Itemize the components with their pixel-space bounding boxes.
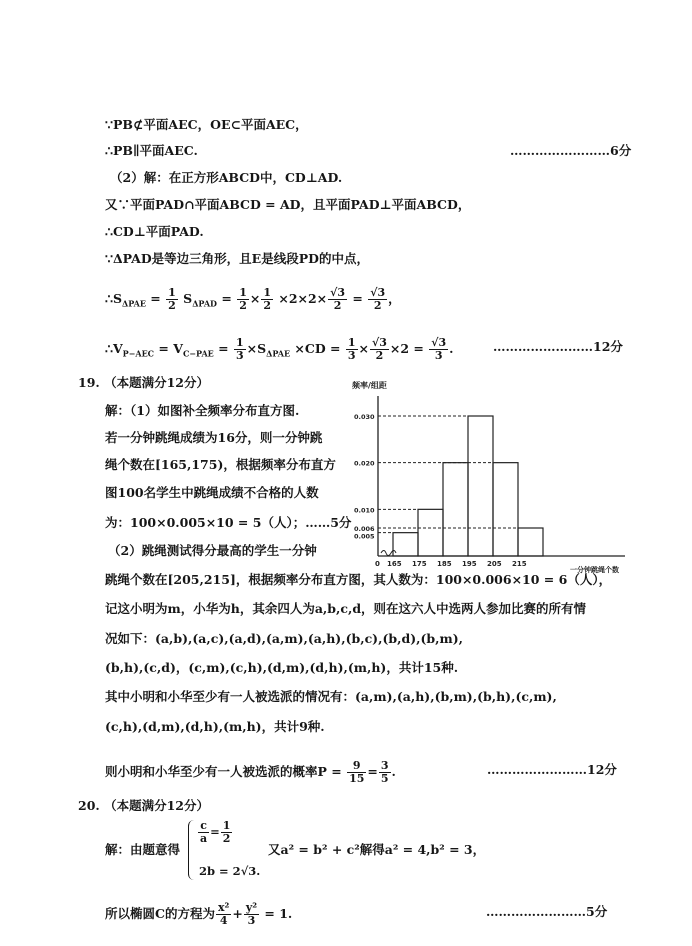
- formula-part: ，: [388, 291, 401, 306]
- formula-part: ∴S: [105, 291, 122, 306]
- formula-part: ×CD =: [290, 341, 341, 356]
- denominator: 2: [222, 832, 231, 845]
- x-tick-label: 165: [387, 560, 402, 568]
- text-line: 又a² = b² + c²解得a² = 4,b² = 3，: [268, 842, 486, 857]
- text-line: 其中小明和小华至少有一人被选派的情况有：(a,m),(a,h),(b,m),(b,h),(c,m),: [105, 689, 557, 704]
- fraction: [221, 820, 233, 845]
- numerator: 9: [347, 760, 366, 773]
- text-line: 况如下：(a,b),(a,c),(a,d),(a,m),(a,h),(b,c),(b,d),(b,m),: [105, 631, 463, 646]
- formula-part: ×2×2×: [278, 291, 328, 306]
- y-tick-label: 0.010: [354, 506, 375, 515]
- text-line: 记这小明为m，小华为h，其余四人为a,b,c,d，则在这六人中选两人参加比赛的所有情: [105, 601, 587, 616]
- system-row: 2b = 2√3.: [199, 864, 261, 878]
- numerator: 1: [235, 336, 244, 349]
- formula-sub: ΔPAD: [192, 298, 217, 309]
- y-tick-label: 0.020: [354, 459, 375, 468]
- numerator: 3: [380, 759, 389, 772]
- fraction: [347, 760, 366, 785]
- fraction: [234, 337, 246, 362]
- denominator: a: [200, 832, 208, 845]
- formula-part: 则小明和小华至少有一人被选派的概率P =: [105, 764, 342, 779]
- formula-sub: C−PAE: [182, 348, 214, 359]
- fraction: [346, 337, 358, 362]
- fraction: [368, 287, 387, 312]
- histogram-bar: [518, 528, 543, 556]
- denominator: 2: [239, 299, 247, 312]
- system-row: $\frac{c}{a}$ = $\frac{1}{2}$: [200, 819, 231, 845]
- score-marker: ……………………12分: [487, 762, 617, 777]
- numerator: √3: [431, 336, 447, 349]
- denominator: 3: [247, 914, 256, 927]
- histogram-bar: [393, 533, 418, 556]
- histogram-bar: [493, 463, 518, 556]
- numerator: x²: [217, 901, 230, 914]
- x-tick-label: 215: [512, 560, 527, 568]
- text-line: 解：（1）如图补全频率分布直方图.: [105, 403, 300, 418]
- formula-part: .: [391, 764, 396, 779]
- text-line: (b,h),(c,d)，(c,m),(c,h),(d,m),(d,h),(m,h)，共计15种.: [105, 660, 459, 675]
- fraction: [261, 287, 273, 312]
- numerator: √3: [330, 286, 346, 299]
- fraction: [216, 902, 231, 927]
- formula-part: ×S: [246, 341, 267, 356]
- formula-part: =: [213, 341, 229, 356]
- denominator: 2: [168, 299, 176, 312]
- axis-break-mark: [381, 551, 396, 556]
- text-line: ∴CD⊥平面PAD.: [105, 224, 204, 239]
- denominator: 3: [434, 349, 443, 362]
- numerator: 1: [347, 336, 356, 349]
- x-tick-label: 195: [462, 560, 477, 568]
- denominator: 15: [349, 772, 365, 785]
- score-marker: ……………………12分: [493, 339, 623, 354]
- denominator: 4: [219, 914, 228, 927]
- x-axis-label: 一分钟跳绳个数: [570, 566, 619, 574]
- histogram-bar: [443, 463, 468, 556]
- formula-sub: ΔPAE: [266, 348, 291, 359]
- histogram-bar: [468, 416, 493, 556]
- question-heading: 20. （本题满分12分）: [78, 798, 209, 813]
- formula-part: +: [232, 906, 243, 921]
- equation-brace: [188, 820, 197, 880]
- x-origin-label: 0: [375, 560, 380, 568]
- fraction: [429, 337, 448, 362]
- fraction: [166, 287, 178, 312]
- numerator: c: [198, 820, 209, 833]
- fraction: [328, 287, 347, 312]
- formula-part: =: [221, 291, 232, 306]
- formula-part: =: [367, 764, 378, 779]
- numerator: √3: [370, 286, 386, 299]
- denominator: 3: [347, 349, 356, 362]
- text-line: （2）解：在正方形ABCD中，CD⊥AD.: [110, 170, 343, 185]
- numerator: 1: [222, 819, 231, 832]
- formula-sub: ΔPAE: [121, 298, 146, 309]
- formula-part: =: [150, 291, 161, 306]
- numerator: 1: [239, 286, 247, 299]
- text-line: 图100名学生中跳绳成绩不合格的人数: [105, 485, 319, 500]
- numerator: √3: [372, 336, 387, 349]
- frequency-histogram: [350, 378, 635, 578]
- formula-line: [105, 760, 396, 785]
- text-line: 为：100×0.005×10 = 5（人）；……5分: [105, 515, 352, 530]
- formula-part: .: [449, 341, 454, 356]
- x-tick-label: 205: [487, 560, 502, 568]
- formula-part: = V: [154, 341, 183, 356]
- numerator: 1: [263, 286, 271, 299]
- denominator: 5: [380, 772, 389, 785]
- numerator: y²: [245, 901, 258, 914]
- denominator: 2: [375, 349, 384, 362]
- y-tick-label: 0.005: [354, 532, 375, 541]
- text-line: ∵PB⊄平面AEC，OE⊂平面AEC，: [105, 117, 308, 132]
- text-line: (c,h),(d,m),(d,h),(m,h)，共计9种.: [105, 719, 325, 734]
- score-marker: ……………………6分: [510, 143, 632, 158]
- score-marker: ……………………5分: [486, 904, 608, 919]
- denominator: 2: [373, 299, 382, 312]
- formula-part: S: [183, 291, 193, 306]
- denominator: 2: [263, 299, 271, 312]
- text-line: ∵ΔPAD是等边三角形，且E是线段PD的中点，: [105, 251, 369, 266]
- question-heading: 19. （本题满分12分）: [78, 375, 209, 390]
- histogram-bar: [418, 509, 443, 556]
- y-axis-label: 频率/组距: [352, 381, 387, 390]
- formula-line: $\therefore S_{\Delta PAE}$ = $\frac{1}{2}$ $S_{\Delta PAD}$ = $\frac{1}{2}$ × $\frac{1}{2}$ ×2×2× $\frac{√3}{2}$ = $\frac{√3}{2}$ ，: [105, 286, 401, 312]
- formula-part: =: [352, 291, 363, 306]
- text-line: （2）跳绳测试得分最高的学生一分钟: [108, 543, 317, 558]
- x-tick-label: 185: [437, 560, 452, 568]
- formula-part: 所以椭圆C的方程为: [105, 906, 215, 921]
- numerator: 1: [168, 286, 176, 299]
- text-line: 又∵平面PAD∩平面ABCD = AD，且平面PAD⊥平面ABCD，: [105, 197, 471, 212]
- y-tick-label: 0.030: [354, 413, 375, 421]
- formula-line: [105, 902, 292, 927]
- formula-part: ×2 =: [389, 341, 424, 356]
- formula-sub: P−AEC: [122, 348, 155, 359]
- fraction: [198, 820, 209, 845]
- text-line: 若一分钟跳绳成绩为16分，则一分钟跳: [105, 430, 323, 445]
- text-line: ∴PB∥平面AEC.: [105, 143, 198, 158]
- y-tick-label: 0.006: [354, 525, 375, 533]
- x-tick-label: 175: [412, 560, 427, 568]
- denominator: 3: [235, 349, 244, 362]
- formula-part: = 1.: [260, 906, 293, 921]
- text-line: 解：由题意得: [105, 842, 181, 857]
- fraction: [237, 287, 249, 312]
- fraction: [244, 902, 259, 927]
- fraction: [379, 760, 391, 785]
- fraction: [370, 337, 389, 362]
- text-line: 绳个数在[165,175)，根据频率分布直方: [105, 457, 336, 472]
- formula-part: ∴V: [105, 341, 123, 356]
- formula-line: $\therefore V_{P-AEC} = V_{C-PAE}$ = $\frac{1}{3}$ $\times S_{\Delta PAE} \times CD$ = $\frac{1}{3}$ × $\frac{√3}{2}$ ×2 = $\frac{√3}{3}$ .: [105, 336, 454, 362]
- text-line: 跳绳个数在[205,215]，根据频率分布直方图，其人数为：100×0.006×10 = 6（人），: [105, 572, 612, 587]
- denominator: 2: [333, 299, 342, 312]
